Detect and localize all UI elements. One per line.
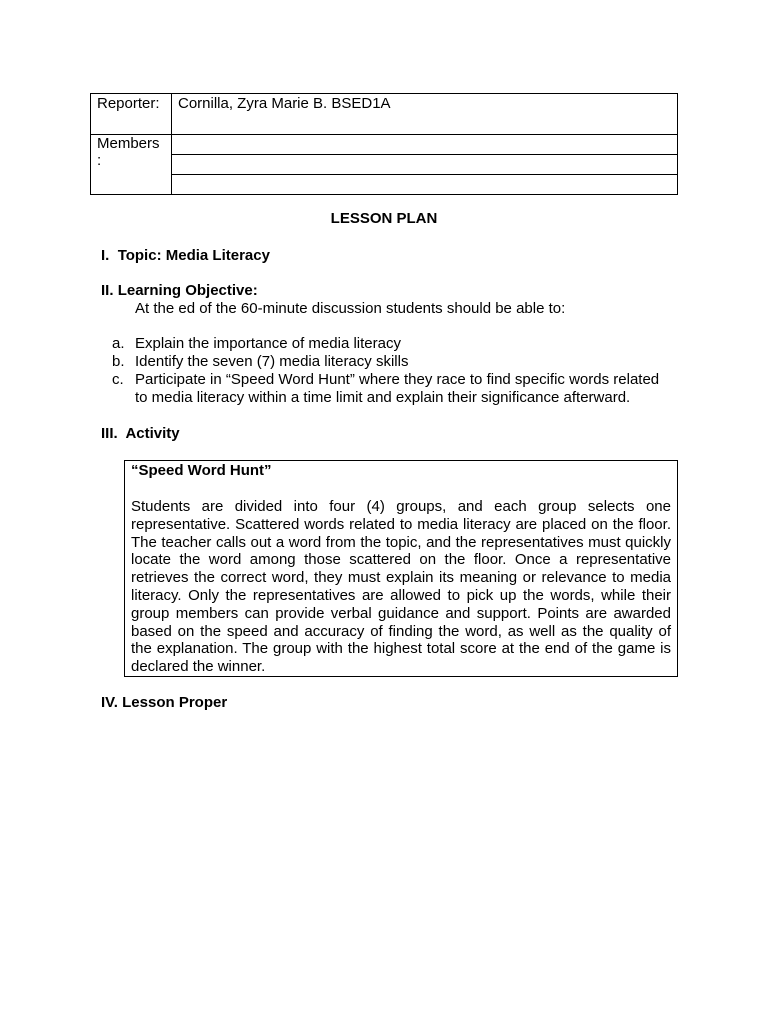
list-marker: c. bbox=[112, 371, 124, 388]
list-marker: b. bbox=[112, 353, 125, 370]
list-item-text: Explain the importance of media literacy bbox=[135, 335, 401, 352]
list-item bbox=[112, 371, 672, 407]
objective-intro: At the ed of the 60-minute discussion students should be able to: bbox=[135, 300, 566, 317]
section-title: Topic: Media Literacy bbox=[117, 247, 270, 264]
objective-list bbox=[112, 335, 672, 407]
member-cell-2 bbox=[172, 155, 678, 175]
section-number: I. bbox=[101, 247, 110, 264]
activity-box bbox=[124, 460, 678, 677]
section-title: Activity bbox=[125, 425, 180, 442]
members-label: Members : bbox=[91, 135, 172, 195]
section-number: III. bbox=[101, 425, 118, 442]
section-objective-heading bbox=[101, 282, 258, 300]
list-item-text: Participate in “Speed Word Hunt” where they race to find specific words related to media literacy within a time limit and explain their significance afterward. bbox=[135, 371, 660, 406]
list-item-text: Identify the seven (7) media literacy skills bbox=[135, 353, 409, 370]
section-title: Learning Objective: bbox=[117, 282, 258, 299]
section-number: II. bbox=[101, 282, 114, 299]
section-activity-heading bbox=[101, 425, 180, 443]
reporter-members-table bbox=[90, 93, 678, 195]
activity-box-title: “Speed Word Hunt” bbox=[131, 462, 272, 479]
activity-box-body: Students are divided into four (4) groups, and each group selects one representative. Scattered words related to media literacy are placed on the floor. The teacher calls out a word from the topic, and the representatives must quickly locate the word among those scattered on the floor. Once a representative retrieves the correct word, they must explain its meaning or relevance to media literacy. Only the representatives are allowed to pick up the words, while their group members can provide verbal guidance and support. Points are awarded based on the speed and accuracy of finding the word, as well as the quality of the explanation. The group with the highest total score at the end of the game is declared the winner. bbox=[131, 498, 671, 676]
section-topic-heading bbox=[101, 247, 270, 265]
member-cell-3 bbox=[172, 175, 678, 195]
section-title: Lesson Proper bbox=[122, 694, 228, 711]
list-item bbox=[112, 335, 672, 353]
list-item bbox=[112, 353, 672, 371]
section-lesson-heading bbox=[101, 694, 227, 712]
section-number: IV. bbox=[101, 694, 118, 711]
member-cell-1 bbox=[172, 135, 678, 155]
reporter-label: Reporter: bbox=[91, 94, 172, 135]
reporter-value: Cornilla, Zyra Marie B. BSED1A bbox=[172, 94, 678, 135]
list-marker: a. bbox=[112, 335, 125, 352]
page-title: LESSON PLAN bbox=[330, 210, 438, 227]
